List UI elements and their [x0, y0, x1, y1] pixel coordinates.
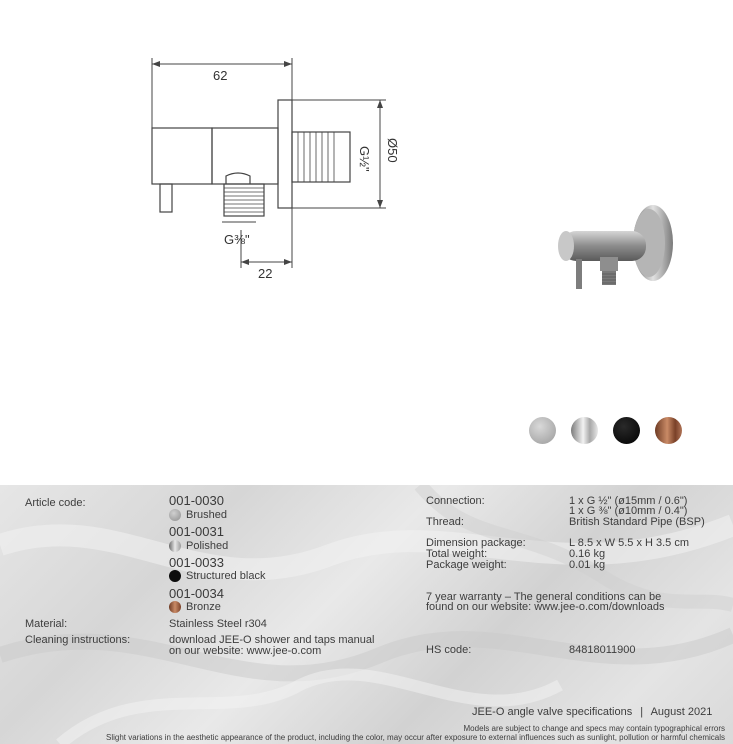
article-code-2: 001-0031	[169, 524, 224, 539]
finish-brushed	[169, 509, 227, 521]
warranty-line2: found on our website: www.jee-o.com/downloads	[426, 601, 665, 613]
material-value: Stainless Steel r304	[169, 618, 267, 630]
dimension-diameter-label: Ø50	[385, 138, 400, 163]
total-weight-label: Total weight:	[426, 548, 488, 560]
article-code-1: 001-0030	[169, 493, 224, 508]
finish-label: Structured black	[186, 570, 266, 582]
package-weight-label: Package weight:	[426, 559, 507, 571]
finish-bronze	[169, 601, 221, 613]
footer-separator: |	[640, 706, 644, 718]
material-label: Material:	[25, 618, 68, 630]
swatch-bronze	[655, 417, 682, 444]
finish-label: Brushed	[186, 509, 227, 521]
finish-structured-black	[169, 570, 265, 582]
cleaning-value-line2: on our website: www.jee-o.com	[169, 645, 322, 657]
product-image	[548, 195, 688, 295]
brushed-dot-icon	[169, 509, 181, 521]
connection-value-line2: 1 x G ⅜" (ø10mm / 0.4")	[569, 505, 688, 517]
footer-document-title: JEE-O angle valve specifications	[472, 706, 633, 718]
specification-panel	[0, 485, 733, 744]
dimension-width-label: 62	[213, 68, 228, 83]
finish-polished	[169, 540, 228, 552]
polished-dot-icon	[169, 540, 181, 552]
dimension-offset-label: 22	[258, 266, 273, 281]
swatch-structured-black	[613, 417, 640, 444]
thread-inlet-label: G½"	[357, 146, 372, 172]
hs-code-value: 84818011900	[569, 644, 636, 656]
cleaning-value-line1: download JEE-O shower and taps manual	[169, 634, 375, 646]
article-code-3: 001-0033	[169, 555, 224, 570]
warranty-line1: 7 year warranty – The general conditions can be	[426, 591, 662, 603]
finish-label: Bronze	[186, 601, 221, 613]
article-code-4: 001-0034	[169, 586, 224, 601]
bronze-dot-icon	[169, 601, 181, 613]
finish-swatches	[529, 417, 682, 444]
footer-note-line1: Models are subject to change and specs may contain typographical errors	[463, 724, 725, 733]
hs-code-label: HS code:	[426, 644, 472, 656]
package-weight-value: 0.01 kg	[569, 559, 606, 571]
finish-label: Polished	[186, 540, 229, 552]
swatch-polished	[571, 417, 598, 444]
thread-outlet-label: G⅜"	[224, 232, 250, 247]
swatch-brushed	[529, 417, 556, 444]
article-code-label: Article code:	[25, 497, 86, 509]
thread-label: Thread:	[426, 516, 464, 528]
thread-value: British Standard Pipe (BSP)	[569, 516, 705, 528]
technical-drawing	[0, 0, 420, 290]
dimension-package-label: Dimension package:	[426, 537, 526, 549]
total-weight-value: 0.16 kg	[569, 548, 606, 560]
footer-title	[472, 706, 712, 718]
connection-label: Connection:	[426, 495, 485, 507]
dimension-package-value: L 8.5 x W 5.5 x H 3.5 cm	[569, 537, 690, 549]
black-dot-icon	[169, 570, 181, 582]
footer-note-line2: Slight variations in the aesthetic appearance of the product, including the color, may occur after exposure to external influences such as sunlight, pollution or harmful chemicals	[105, 733, 725, 742]
cleaning-label: Cleaning instructions:	[25, 634, 131, 646]
connection-value-line1: 1 x G ½" (ø15mm / 0.6")	[569, 495, 688, 507]
footer-date: August 2021	[650, 706, 713, 718]
